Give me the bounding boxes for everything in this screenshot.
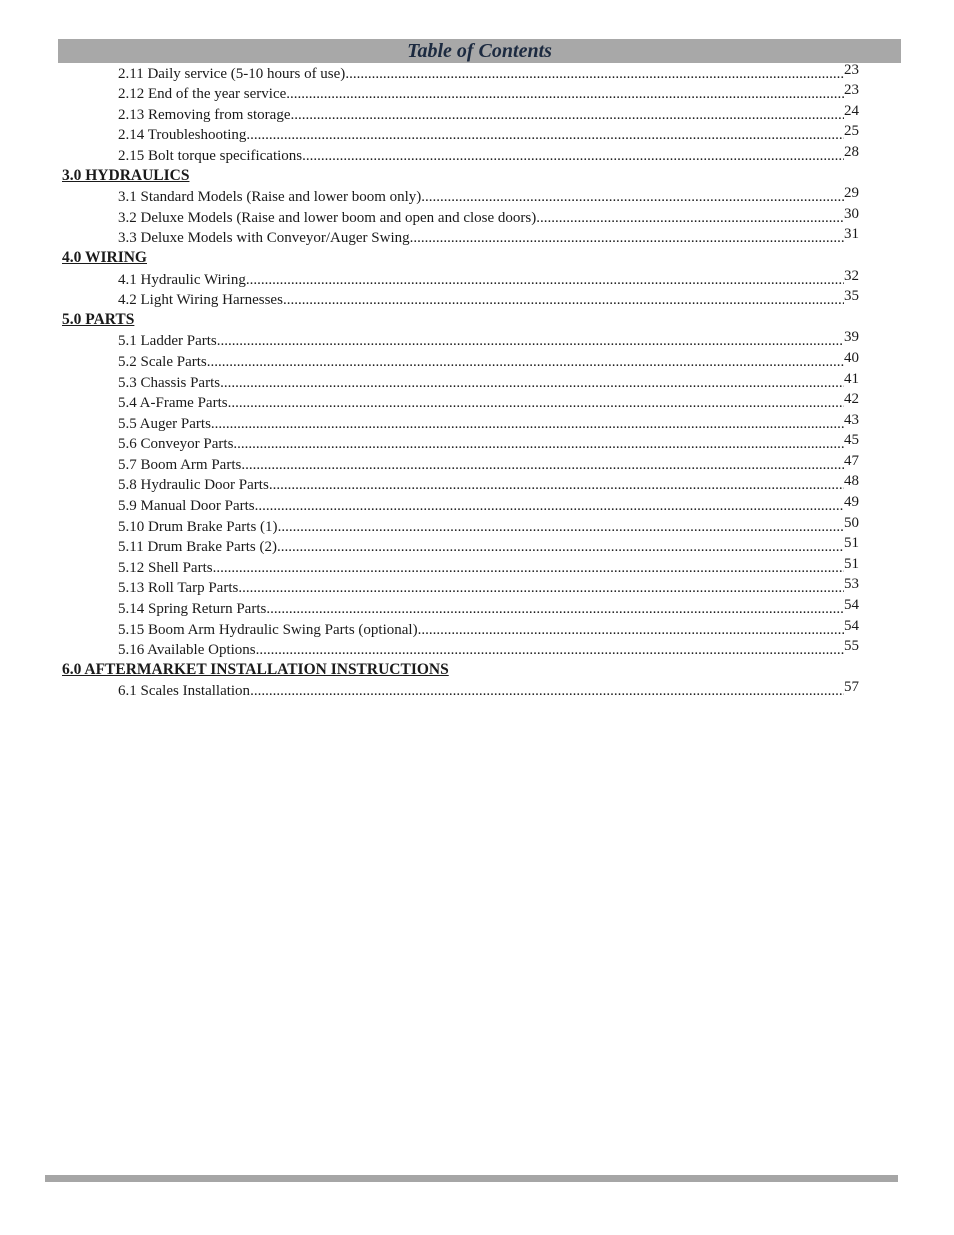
- toc-entry: [62, 125, 862, 146]
- toc-entry: [62, 372, 862, 393]
- toc-entry-label: 5.13 Roll Tarp Parts: [118, 580, 239, 597]
- toc-entry-link[interactable]: [118, 228, 862, 249]
- toc-entry-label: 5.10 Drum Brake Parts (1): [118, 518, 278, 535]
- toc-entry-link[interactable]: [118, 495, 862, 516]
- toc-entry-page-number: 24: [844, 102, 859, 119]
- toc-entry-page-number: 35: [844, 288, 859, 305]
- toc-entry-label: 4.2 Light Wiring Harnesses: [118, 292, 283, 309]
- toc-entry: [62, 207, 862, 228]
- toc-entry-link[interactable]: [118, 187, 862, 208]
- toc-entry-label: 5.11 Drum Brake Parts (2): [118, 539, 277, 556]
- toc-entry-link[interactable]: [118, 393, 862, 414]
- toc-entry: [62, 557, 862, 578]
- toc-entry-link[interactable]: [118, 145, 862, 166]
- toc-entry-link[interactable]: [118, 63, 862, 84]
- toc-entry-label: 3.3 Deluxe Models with Conveyor/Auger Swing: [118, 230, 410, 247]
- toc-entry-label: 2.15 Bolt torque specifications: [118, 147, 303, 164]
- toc-entry-link[interactable]: [118, 207, 862, 228]
- toc-header-bar: [58, 39, 901, 63]
- toc-entry-link[interactable]: [118, 557, 862, 578]
- toc-entry-label: 6.1 Scales Installation: [118, 683, 251, 700]
- toc-entry-label: 3.2 Deluxe Models (Raise and lower boom and open and close doors): [118, 209, 537, 226]
- dot-leader: [217, 331, 844, 351]
- toc-entry-page-number: 45: [844, 432, 859, 449]
- dot-leader: [246, 270, 844, 290]
- toc-entry-page-number: 28: [844, 143, 859, 160]
- dot-leader: [246, 125, 844, 145]
- toc-entry-link[interactable]: [118, 434, 862, 455]
- section-heading-label[interactable]: 5.0 PARTS: [62, 311, 135, 329]
- toc-entry-label: 4.1 Hydraulic Wiring: [118, 271, 246, 288]
- dot-leader: [211, 414, 844, 434]
- toc-entry-page-number: 54: [844, 597, 859, 614]
- toc-entry-link[interactable]: [118, 537, 862, 558]
- section-heading-label[interactable]: 4.0 WIRING: [62, 249, 147, 267]
- dot-leader: [255, 496, 844, 516]
- toc-entry-page-number: 23: [844, 82, 859, 99]
- toc-entry: [62, 331, 862, 352]
- toc-entry-label: 5.5 Auger Parts: [118, 415, 211, 432]
- dot-leader: [250, 681, 844, 701]
- dot-leader: [233, 434, 844, 454]
- dot-leader: [283, 290, 844, 310]
- toc-entry: [62, 63, 862, 84]
- dot-leader: [286, 84, 844, 104]
- dot-leader: [269, 475, 844, 495]
- table-of-contents: [62, 63, 862, 701]
- toc-entry-label: 5.15 Boom Arm Hydraulic Swing Parts (optional): [118, 621, 418, 638]
- toc-entry: [62, 351, 862, 372]
- toc-entry: [62, 495, 862, 516]
- toc-entry-link[interactable]: [118, 598, 862, 619]
- dot-leader: [256, 640, 844, 660]
- toc-entry-label: 5.4 A-Frame Parts: [118, 395, 228, 412]
- toc-entry-label: 5.14 Spring Return Parts: [118, 601, 267, 618]
- toc-entry: [62, 578, 862, 599]
- dot-leader: [290, 105, 844, 125]
- toc-entry: [62, 84, 862, 105]
- toc-entry: [62, 104, 862, 125]
- toc-entry-page-number: 29: [844, 185, 859, 202]
- toc-entry-page-number: 51: [844, 555, 859, 572]
- toc-entry-label: 5.3 Chassis Parts: [118, 374, 221, 391]
- toc-entry: [62, 640, 862, 661]
- toc-entry-page-number: 39: [844, 329, 859, 346]
- toc-entry: [62, 413, 862, 434]
- toc-entry-label: 3.1 Standard Models (Raise and lower boom only): [118, 189, 422, 206]
- toc-entry-page-number: 51: [844, 535, 859, 552]
- toc-entry-page-number: 50: [844, 514, 859, 531]
- toc-entry-link[interactable]: [118, 104, 862, 125]
- toc-entry-label: 2.11 Daily service (5-10 hours of use): [118, 65, 346, 82]
- toc-entry-label: 5.6 Conveyor Parts: [118, 436, 234, 453]
- toc-entry-link[interactable]: [118, 84, 862, 105]
- toc-entry: [62, 187, 862, 208]
- toc-entry: [62, 145, 862, 166]
- toc-entry: [62, 393, 862, 414]
- toc-entry-link[interactable]: [118, 290, 862, 311]
- toc-entry-page-number: 41: [844, 370, 859, 387]
- dot-leader: [536, 208, 844, 228]
- dot-leader: [418, 620, 844, 640]
- toc-entry: [62, 454, 862, 475]
- toc-entry-page-number: 42: [844, 391, 859, 408]
- toc-entry: [62, 269, 862, 290]
- toc-entry-page-number: 25: [844, 123, 859, 140]
- toc-entry-label: 5.1 Ladder Parts: [118, 333, 217, 350]
- toc-entry-page-number: 54: [844, 617, 859, 634]
- toc-entry-page-number: 23: [844, 61, 859, 78]
- footer-bar: [45, 1175, 898, 1182]
- toc-entry-label: 5.7 Boom Arm Parts: [118, 456, 242, 473]
- toc-section-heading: [62, 248, 862, 269]
- toc-entry-page-number: 43: [844, 411, 859, 428]
- section-heading-label[interactable]: 6.0 AFTERMARKET INSTALLATION INSTRUCTIONS: [62, 661, 449, 679]
- toc-entry-page-number: 57: [844, 679, 859, 696]
- toc-entry-link[interactable]: [118, 413, 862, 434]
- toc-entry-page-number: 30: [844, 205, 859, 222]
- toc-entry-page-number: 31: [844, 226, 859, 243]
- toc-entry: [62, 290, 862, 311]
- toc-entry: [62, 434, 862, 455]
- dot-leader: [277, 537, 844, 557]
- toc-entry-link[interactable]: [118, 269, 862, 290]
- toc-entry: [62, 537, 862, 558]
- dot-leader: [220, 373, 844, 393]
- dot-leader: [238, 578, 844, 598]
- toc-entry-label: 5.16 Available Options: [118, 642, 256, 659]
- toc-entry-label: 5.12 Shell Parts: [118, 559, 213, 576]
- toc-entry-page-number: 53: [844, 576, 859, 593]
- toc-entry-link[interactable]: [118, 125, 862, 146]
- dot-leader: [421, 187, 844, 207]
- dot-leader: [302, 146, 844, 166]
- toc-entry-label: 2.13 Removing from storage: [118, 106, 291, 123]
- toc-entry: [62, 598, 862, 619]
- toc-entry-label: 5.8 Hydraulic Door Parts: [118, 477, 269, 494]
- toc-section-heading: [62, 660, 862, 681]
- section-heading-label[interactable]: 3.0 HYDRAULICS: [62, 166, 190, 184]
- toc-entry: [62, 619, 862, 640]
- toc-entry-label: 5.9 Manual Door Parts: [118, 498, 255, 515]
- dot-leader: [410, 228, 844, 248]
- dot-leader: [278, 517, 844, 537]
- toc-section-heading: [62, 166, 862, 187]
- toc-entry-link[interactable]: [118, 578, 862, 599]
- toc-entry: [62, 475, 862, 496]
- dot-leader: [228, 393, 844, 413]
- toc-entry-label: 2.14 Troubleshooting: [118, 127, 247, 144]
- toc-entry-link[interactable]: [118, 640, 862, 661]
- toc-entry-link[interactable]: [118, 351, 862, 372]
- toc-section-heading: [62, 310, 862, 331]
- toc-entry-page-number: 40: [844, 349, 859, 366]
- toc-entry-page-number: 47: [844, 452, 859, 469]
- toc-entry-link[interactable]: [118, 681, 862, 702]
- toc-entry: [62, 681, 862, 702]
- toc-entry-link[interactable]: [118, 372, 862, 393]
- toc-entry-link[interactable]: [118, 516, 862, 537]
- dot-leader: [241, 455, 844, 475]
- dot-leader: [345, 64, 844, 84]
- toc-entry-link[interactable]: [118, 619, 862, 640]
- toc-entry: [62, 228, 862, 249]
- toc-entry-label: 2.12 End of the year service: [118, 86, 287, 103]
- toc-entry-link[interactable]: [118, 331, 862, 352]
- toc-entry-link[interactable]: [118, 454, 862, 475]
- dot-leader: [207, 352, 844, 372]
- page-title: Table of Contents: [407, 40, 552, 62]
- dot-leader: [213, 558, 844, 578]
- toc-entry-page-number: 48: [844, 473, 859, 490]
- toc-entry-page-number: 32: [844, 267, 859, 284]
- toc-entry-link[interactable]: [118, 475, 862, 496]
- toc-entry-page-number: 49: [844, 494, 859, 511]
- toc-entry-page-number: 55: [844, 638, 859, 655]
- dot-leader: [266, 599, 844, 619]
- toc-entry: [62, 516, 862, 537]
- toc-entry-label: 5.2 Scale Parts: [118, 353, 207, 370]
